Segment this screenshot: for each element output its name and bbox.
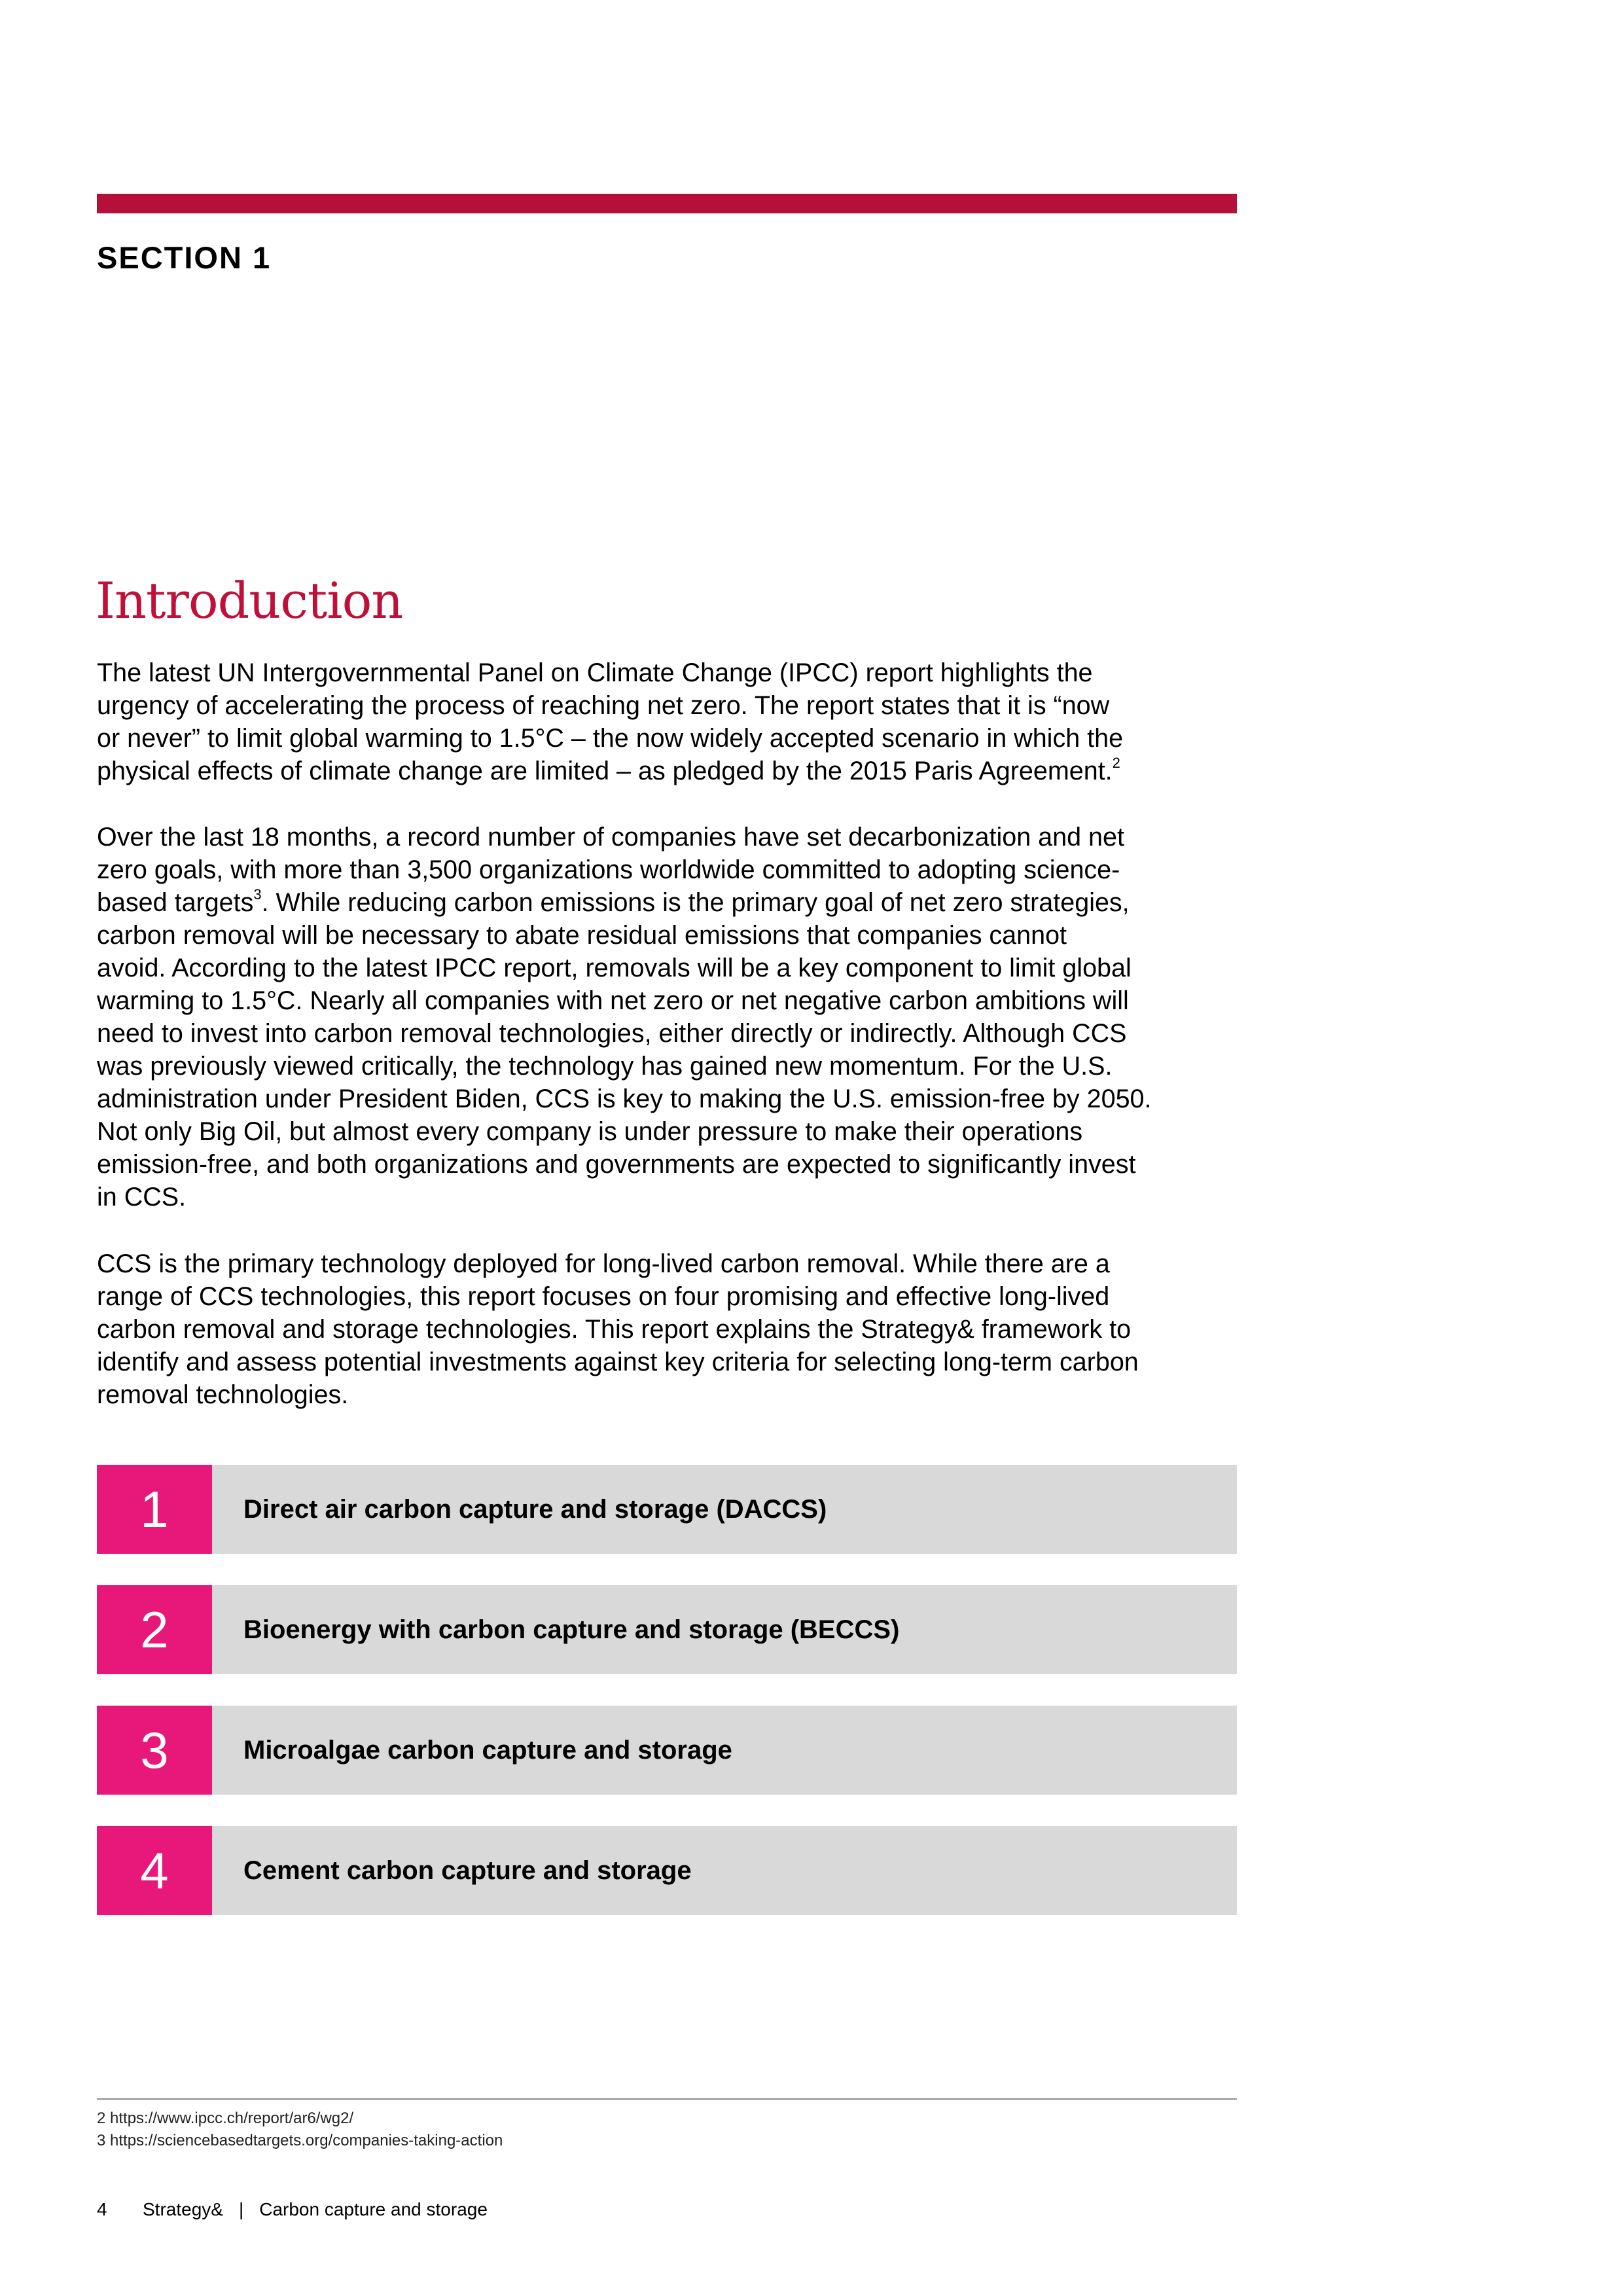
footer-separator: | xyxy=(238,2199,244,2219)
page-number: 4 xyxy=(97,2199,107,2219)
technology-label: Bioenergy with carbon capture and storage (BECCS) xyxy=(243,1615,900,1644)
technology-list-item xyxy=(97,1826,1237,1915)
footer-brand: Strategy& xyxy=(143,2199,223,2219)
paragraph-line: CCS is the primary technology deployed for long-lived carbon removal. While there are a xyxy=(97,1249,1110,1278)
paragraph-line: need to invest into carbon removal technologies, either directly or indirectly. Although CCS xyxy=(97,1019,1127,1048)
technology-number: 2 xyxy=(97,1585,212,1674)
intro-paragraph-3 xyxy=(97,1247,1249,1411)
paragraph-line: The latest UN Intergovernmental Panel on Climate Change (IPCC) report highlights the xyxy=(97,658,1093,687)
paragraph-line: warming to 1.5°C. Nearly all companies with net zero or net negative carbon ambitions will xyxy=(97,986,1129,1015)
paragraph-line: zero goals, with more than 3,500 organizations worldwide committed to adopting science- xyxy=(97,855,1120,884)
paragraph-line: range of CCS technologies, this report focuses on four promising and effective long-lived xyxy=(97,1282,1110,1311)
paragraph-line: or never” to limit global warming to 1.5°C – the now widely accepted scenario in which the xyxy=(97,724,1124,753)
paragraph-line-text: . While reducing carbon emissions is the primary goal of net zero strategies, xyxy=(261,888,1130,917)
paragraph-line xyxy=(97,755,1249,787)
page-footer xyxy=(97,2198,488,2221)
technology-list-item xyxy=(97,1465,1237,1554)
technology-list-item xyxy=(97,1706,1237,1795)
section-divider-bar xyxy=(97,194,1237,213)
paragraph-line: urgency of accelerating the process of reaching net zero. The report states that it is “now xyxy=(97,691,1110,720)
paragraph-line-text: physical effects of climate change are limited – as pledged by the 2015 Paris Agreement. xyxy=(97,757,1113,785)
paragraph-line: removal technologies. xyxy=(97,1380,349,1409)
paragraph-line: identify and assess potential investments against key criteria for selecting long-term carbon xyxy=(97,1348,1139,1376)
section-label: SECTION 1 xyxy=(97,240,272,275)
paragraph-line: Not only Big Oil, but almost every company is under pressure to make their operations xyxy=(97,1117,1083,1146)
technology-label: Microalgae carbon capture and storage xyxy=(243,1736,732,1765)
intro-paragraph-2 xyxy=(97,821,1249,1213)
paragraph-line: emission-free, and both organizations and governments are expected to significantly invest xyxy=(97,1150,1136,1179)
technology-label: Cement carbon capture and storage xyxy=(243,1856,692,1885)
technology-number: 1 xyxy=(97,1465,212,1554)
paragraph-line: avoid. According to the latest IPCC report, removals will be a key component to limit global xyxy=(97,954,1132,982)
footnote-2[interactable]: 2 https://www.ipcc.ch/report/ar6/wg2/ xyxy=(97,2109,354,2127)
paragraph-line: carbon removal and storage technologies. This report explains the Strategy& framework to xyxy=(97,1315,1132,1344)
footnote-divider xyxy=(97,2098,1237,2100)
paragraph-line xyxy=(97,886,1249,919)
footnotes xyxy=(97,2108,503,2152)
paragraph-line: in CCS. xyxy=(97,1183,187,1211)
paragraph-line: Over the last 18 months, a record number of companies have set decarbonization and net xyxy=(97,823,1124,852)
paragraph-line-text: based targets xyxy=(97,888,254,917)
technology-label: Direct air carbon capture and storage (DACCS) xyxy=(243,1495,827,1524)
intro-paragraph-1 xyxy=(97,656,1249,787)
paragraph-line: administration under President Biden, CCS is key to making the U.S. emission-free by 2050. xyxy=(97,1085,1152,1113)
footnote-ref-2[interactable]: 2 xyxy=(1112,755,1120,771)
paragraph-line: carbon removal will be necessary to abate residual emissions that companies cannot xyxy=(97,921,1067,950)
technology-number: 4 xyxy=(97,1826,212,1915)
footer-doc-title: Carbon capture and storage xyxy=(259,2199,488,2219)
footnote-ref-3[interactable]: 3 xyxy=(253,886,262,903)
page-title: Introduction xyxy=(96,571,403,630)
footnote-3[interactable]: 3 https://sciencebasedtargets.org/companies-taking-action xyxy=(97,2132,503,2149)
paragraph-line: was previously viewed critically, the technology has gained new momentum. For the U.S. xyxy=(97,1052,1113,1081)
technology-number: 3 xyxy=(97,1706,212,1795)
technology-list-item xyxy=(97,1585,1237,1674)
